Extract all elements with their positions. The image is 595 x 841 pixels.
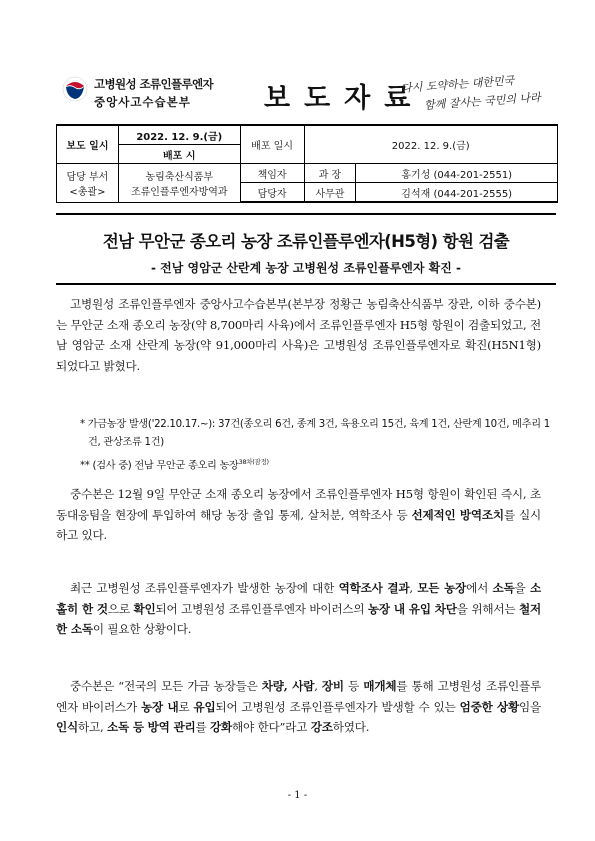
- slogan-line1: 다시 도약하는 대한민국: [400, 74, 515, 95]
- paragraph-3-emphasis: 역학조사 결과: [338, 581, 410, 595]
- contact-name: 김석재 (044-201-2555): [356, 183, 558, 203]
- contact-role: 책임자: [240, 164, 304, 183]
- distribution-label: 배포 일시: [240, 125, 304, 164]
- paragraph-4-emphasis: 강화: [210, 720, 232, 734]
- footnote-2-superscript: 38차(잠정): [238, 458, 269, 466]
- paragraph-3: [56, 578, 541, 640]
- paragraph-3-emphasis: 확인: [133, 601, 156, 616]
- slogan-line2: 함께 잘사는 국민의 나라: [423, 90, 542, 113]
- headline-box: [56, 213, 556, 285]
- paragraph-4: [56, 676, 541, 738]
- paragraph-3-text: 을 위해서는: [456, 601, 519, 616]
- paragraph-4-text: 를: [195, 720, 210, 734]
- paragraph-4-text: 임을: [519, 699, 541, 714]
- distribution-time: 배포 시: [118, 145, 240, 164]
- paragraph-2-text: 를 실시하고 있다.: [56, 507, 541, 542]
- paragraph-4-text: 로: [178, 699, 194, 714]
- paragraph-4-text: 해야 한다”라고: [232, 720, 311, 734]
- paragraph-3-text: 되어 고병원성 조류인플루엔자 바이러스의: [155, 601, 368, 616]
- agency-name-line2: 중앙사고수습본부: [94, 95, 191, 109]
- footnote-1: * 가금농장 발생('22.10.17.~): 37건(종오리 6건, 종계 3건, 육용오리 15건, 육계 1건, 산란계 10건, 메추리 1건, 관상조류 1건): [80, 419, 550, 448]
- paragraph-4-emphasis: 매개체: [363, 679, 397, 693]
- paragraph-3-text: 최근 고병원성 조류인플루엔자가 발생한 농장에 대한: [70, 581, 339, 595]
- paragraph-4-text: 를 통해 고병원성 조류인플루엔자 바이러스가: [56, 679, 541, 714]
- release-label: 보도 일시: [57, 125, 119, 164]
- government-taegeuk-logo-icon: [62, 76, 88, 102]
- paragraph-3-emphasis: 소홀히 한 것: [56, 581, 541, 616]
- paragraph-4-emphasis: 장비: [321, 679, 344, 693]
- paragraph-4-emphasis: 차량, 사람: [261, 679, 315, 693]
- dept-label-cell: [57, 164, 119, 203]
- paragraph-4-emphasis: 강조: [310, 720, 333, 734]
- dept-name1: 농림축산식품부: [145, 171, 214, 183]
- document-title: 보도자료: [264, 83, 425, 114]
- dept-label: 담당 부서: [66, 171, 109, 183]
- contact-name: 홍기성 (044-201-2551): [356, 164, 558, 183]
- paragraph-4-text: 하였다.: [332, 720, 370, 734]
- paragraph-4-emphasis: 소독 등 방역 관리: [106, 720, 196, 734]
- paragraph-4-emphasis: 엄중한 상황: [459, 699, 519, 714]
- subheadline: - 전남 영암군 산란계 농장 고병원성 조류인플루엔자 확진 -: [150, 261, 461, 275]
- dept-label-sub: <총괄>: [69, 186, 106, 198]
- footnote-2-text: ** (검사 중) 전남 무안군 종오리 농장: [80, 460, 239, 472]
- paragraph-3-text: 으로: [107, 601, 134, 616]
- dept-name2: 조류인플루엔자방역과: [130, 186, 228, 198]
- contact-role: 담당자: [240, 183, 304, 203]
- paragraph-2-emphasis: 선제적인 방역조치: [411, 507, 504, 522]
- press-info-table: [56, 124, 558, 203]
- paragraph-4-emphasis: 농장 내: [141, 699, 179, 714]
- paragraph-4-text: 하고,: [78, 720, 107, 734]
- paragraph-2: [56, 484, 541, 546]
- contact-title: 사무관: [304, 183, 356, 203]
- footnote-2: [80, 453, 550, 475]
- headline: 전남 무안군 종오리 농장 조류인플루엔자(H5형) 항원 검출: [102, 232, 510, 251]
- paragraph-4-emphasis: 유입: [193, 699, 216, 714]
- contact-title: 과 장: [304, 164, 356, 183]
- paragraph-3-text: ,: [409, 581, 418, 595]
- paragraph-3-emphasis: 소독: [492, 581, 515, 595]
- paragraph-3-emphasis: 농장 내 유입 차단: [367, 601, 457, 616]
- paragraph-2-text: 중수본은 12월 9일 무안군 소재 종오리 농장에서 조류인플루엔자 H5형 항원이 확인된 즉시, 초동대응팀을 현장에 투입하여 해당 농장 출입 통제, 살처분, 역학조사 등: [56, 487, 541, 522]
- paragraph-4-emphasis: 인식: [56, 720, 78, 734]
- paragraph-4-text: 되어 고병원성 조류인플루엔자가 발생할 수 있는: [215, 699, 460, 714]
- paragraph-3-text: 에서: [466, 581, 493, 595]
- page-number: - 1 -: [287, 790, 308, 801]
- paragraph-4-text: 중수본은 “전국의 모든 가금 농장들은: [70, 679, 262, 693]
- paragraph-3-emphasis: 철저한 소독: [56, 601, 541, 636]
- paragraph-3-text: 을: [514, 581, 530, 595]
- paragraph-4-text: 등: [343, 679, 364, 693]
- press-header: [56, 66, 556, 126]
- paragraph-3-text: 이 필요한 상황이다.: [92, 622, 192, 636]
- distribution-value: 2022. 12. 9.(금): [304, 125, 558, 164]
- paragraph-4-text: ,: [314, 679, 322, 693]
- release-value: 2022. 12. 9.(금): [118, 125, 240, 145]
- paragraph-1: 고병원성 조류인플루엔자 중앙사고수습본부(본부장 정황근 농림축산식품부 장관, 이하 중수본)는 무안군 소재 종오리 농장(약 8,700마리 사육)에서 조류인플루엔자 H5형 항원이 검출되었고, 전남 영암군 소재 산란계 농장(약 91,000마리 사육)은 고병원성 조류인플루엔자로 확진(H5N1형)되었다고 밝혔다.: [56, 297, 541, 373]
- paragraph-3-emphasis: 모든 농장: [417, 581, 467, 595]
- agency-name-line1: 고병원성 조류인플루엔자: [94, 77, 214, 91]
- dept-name-cell: [118, 164, 240, 203]
